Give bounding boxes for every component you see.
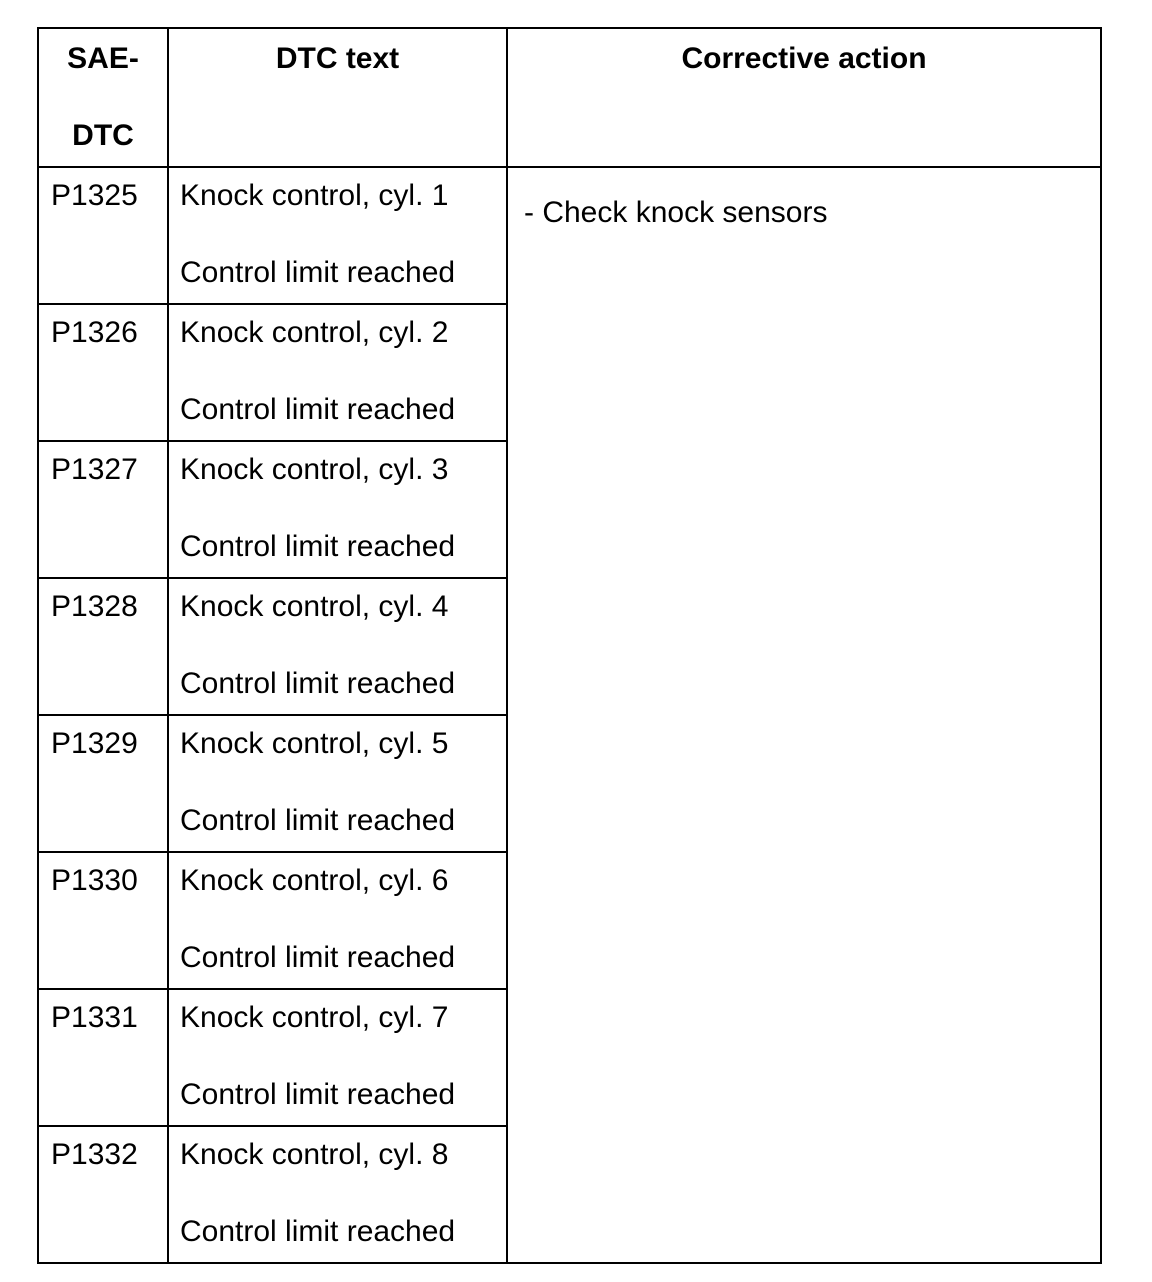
dtc-code-cell (38, 167, 168, 304)
dtc-text-line1: Knock control, cyl. 3 (180, 453, 449, 486)
header-sae-dtc (38, 28, 168, 167)
dtc-text-line1: Knock control, cyl. 6 (180, 864, 449, 897)
dtc-text-line1: Knock control, cyl. 2 (180, 316, 449, 349)
header-sae-dtc-line1: SAE- (67, 42, 139, 75)
dtc-code-cell (38, 1126, 168, 1263)
dtc-text-line1: Knock control, cyl. 7 (180, 1001, 449, 1034)
dtc-text-cell (168, 715, 507, 852)
dtc-text-cell (168, 578, 507, 715)
header-dtc-text (168, 28, 507, 167)
dtc-code: P1325 (51, 179, 138, 212)
dtc-text-line2: Control limit reached (180, 941, 456, 974)
dtc-text-line2: Control limit reached (180, 393, 456, 426)
dtc-code: P1329 (51, 727, 138, 760)
table-header-row (38, 28, 1101, 167)
corrective-action-text: - Check knock sensors (524, 196, 828, 229)
dtc-text-cell (168, 989, 507, 1126)
header-dtc-text-label: DTC text (275, 42, 400, 75)
dtc-code: P1326 (51, 316, 138, 349)
dtc-text-line2: Control limit reached (180, 1078, 456, 1111)
dtc-code-cell (38, 989, 168, 1126)
dtc-text-cell (168, 304, 507, 441)
dtc-code: P1331 (51, 1001, 138, 1034)
dtc-code-cell (38, 441, 168, 578)
corrective-action-cell (507, 167, 1101, 1263)
dtc-text-cell (168, 852, 507, 989)
header-corrective-action-label: Corrective action (681, 42, 927, 75)
dtc-text-line1: Knock control, cyl. 4 (180, 590, 449, 623)
header-corrective-action (507, 28, 1101, 167)
dtc-text-line2: Control limit reached (180, 530, 456, 563)
dtc-code: P1332 (51, 1138, 138, 1171)
dtc-text-line1: Knock control, cyl. 5 (180, 727, 449, 760)
header-sae-dtc-line2: DTC (72, 119, 134, 152)
dtc-table (37, 27, 1102, 1264)
dtc-text-line2: Control limit reached (180, 256, 456, 289)
dtc-text-line2: Control limit reached (180, 667, 456, 700)
dtc-text-line1: Knock control, cyl. 1 (180, 179, 449, 212)
table-row (38, 167, 1101, 304)
dtc-code-cell (38, 852, 168, 989)
dtc-text-cell (168, 1126, 507, 1263)
dtc-text-line1: Knock control, cyl. 8 (180, 1138, 449, 1171)
dtc-text-cell (168, 167, 507, 304)
dtc-code: P1327 (51, 453, 138, 486)
dtc-text-line2: Control limit reached (180, 1215, 456, 1248)
dtc-code: P1328 (51, 590, 138, 623)
dtc-code-cell (38, 578, 168, 715)
dtc-text-line2: Control limit reached (180, 804, 456, 837)
dtc-code-cell (38, 715, 168, 852)
dtc-code: P1330 (51, 864, 138, 897)
dtc-code-cell (38, 304, 168, 441)
dtc-text-cell (168, 441, 507, 578)
